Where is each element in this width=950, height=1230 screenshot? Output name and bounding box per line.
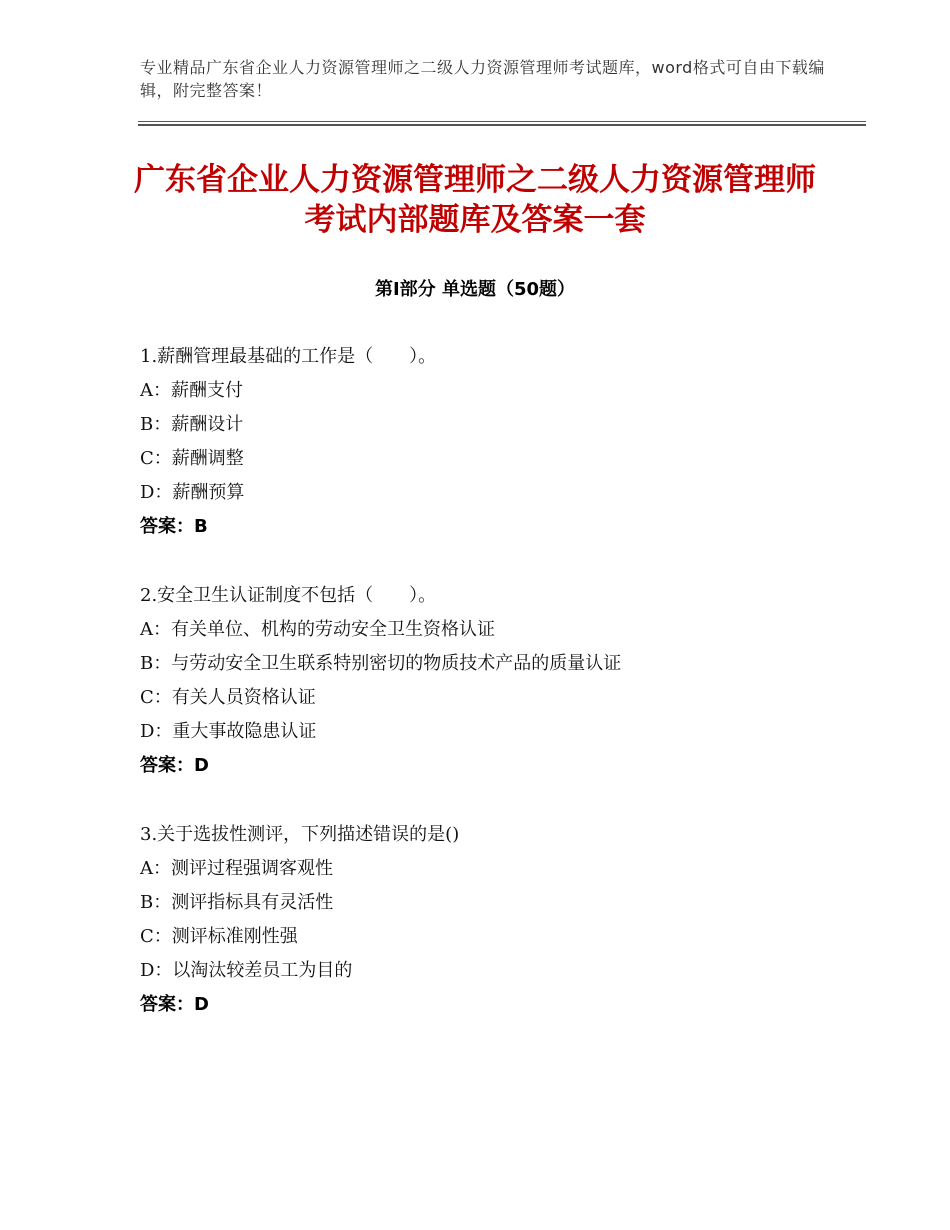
option-b: B：测评指标具有灵活性 [140, 892, 334, 913]
option-c: C：薪酬调整 [140, 448, 244, 469]
question-stem: 3.关于选拔性测评，下列描述错误的是() [140, 824, 460, 845]
header-note: 专业精品广东省企业人力资源管理师之二级人力资源管理师考试题库，word格式可自由下载编辑，附完整答案！ [140, 58, 825, 100]
question-stem: 2.安全卫生认证制度不包括（ ）。 [140, 585, 437, 606]
option-d: D：重大事故隐患认证 [140, 721, 317, 742]
option-a: A：测评过程强调客观性 [140, 858, 333, 879]
section-heading: 第Ⅰ部分 单选题（50题） [374, 279, 575, 300]
option-d: D：薪酬预算 [140, 482, 245, 503]
answer: 答案：D [140, 755, 209, 776]
question-1 [140, 340, 860, 544]
option-c: C：有关人员资格认证 [140, 687, 316, 708]
header-divider-thick [138, 124, 866, 126]
question-3 [140, 818, 860, 1022]
option-b: B：薪酬设计 [140, 414, 244, 435]
answer: 答案：D [140, 994, 209, 1015]
document-title: 广东省企业人力资源管理师之二级人力资源管理师考试内部题库及答案一套 [134, 162, 816, 238]
option-a: A：薪酬支付 [140, 380, 243, 401]
option-b: B：与劳动安全卫生联系特别密切的物质技术产品的质量认证 [140, 653, 622, 674]
option-d: D：以淘汰较差员工为目的 [140, 960, 353, 981]
option-c: C：测评标准刚性强 [140, 926, 298, 947]
question-stem: 1.薪酬管理最基础的工作是（ ）。 [140, 346, 437, 367]
answer: 答案：B [140, 516, 208, 537]
option-a: A：有关单位、机构的劳动安全卫生资格认证 [140, 619, 495, 640]
question-2 [140, 579, 860, 783]
header-divider-thin [138, 121, 866, 122]
